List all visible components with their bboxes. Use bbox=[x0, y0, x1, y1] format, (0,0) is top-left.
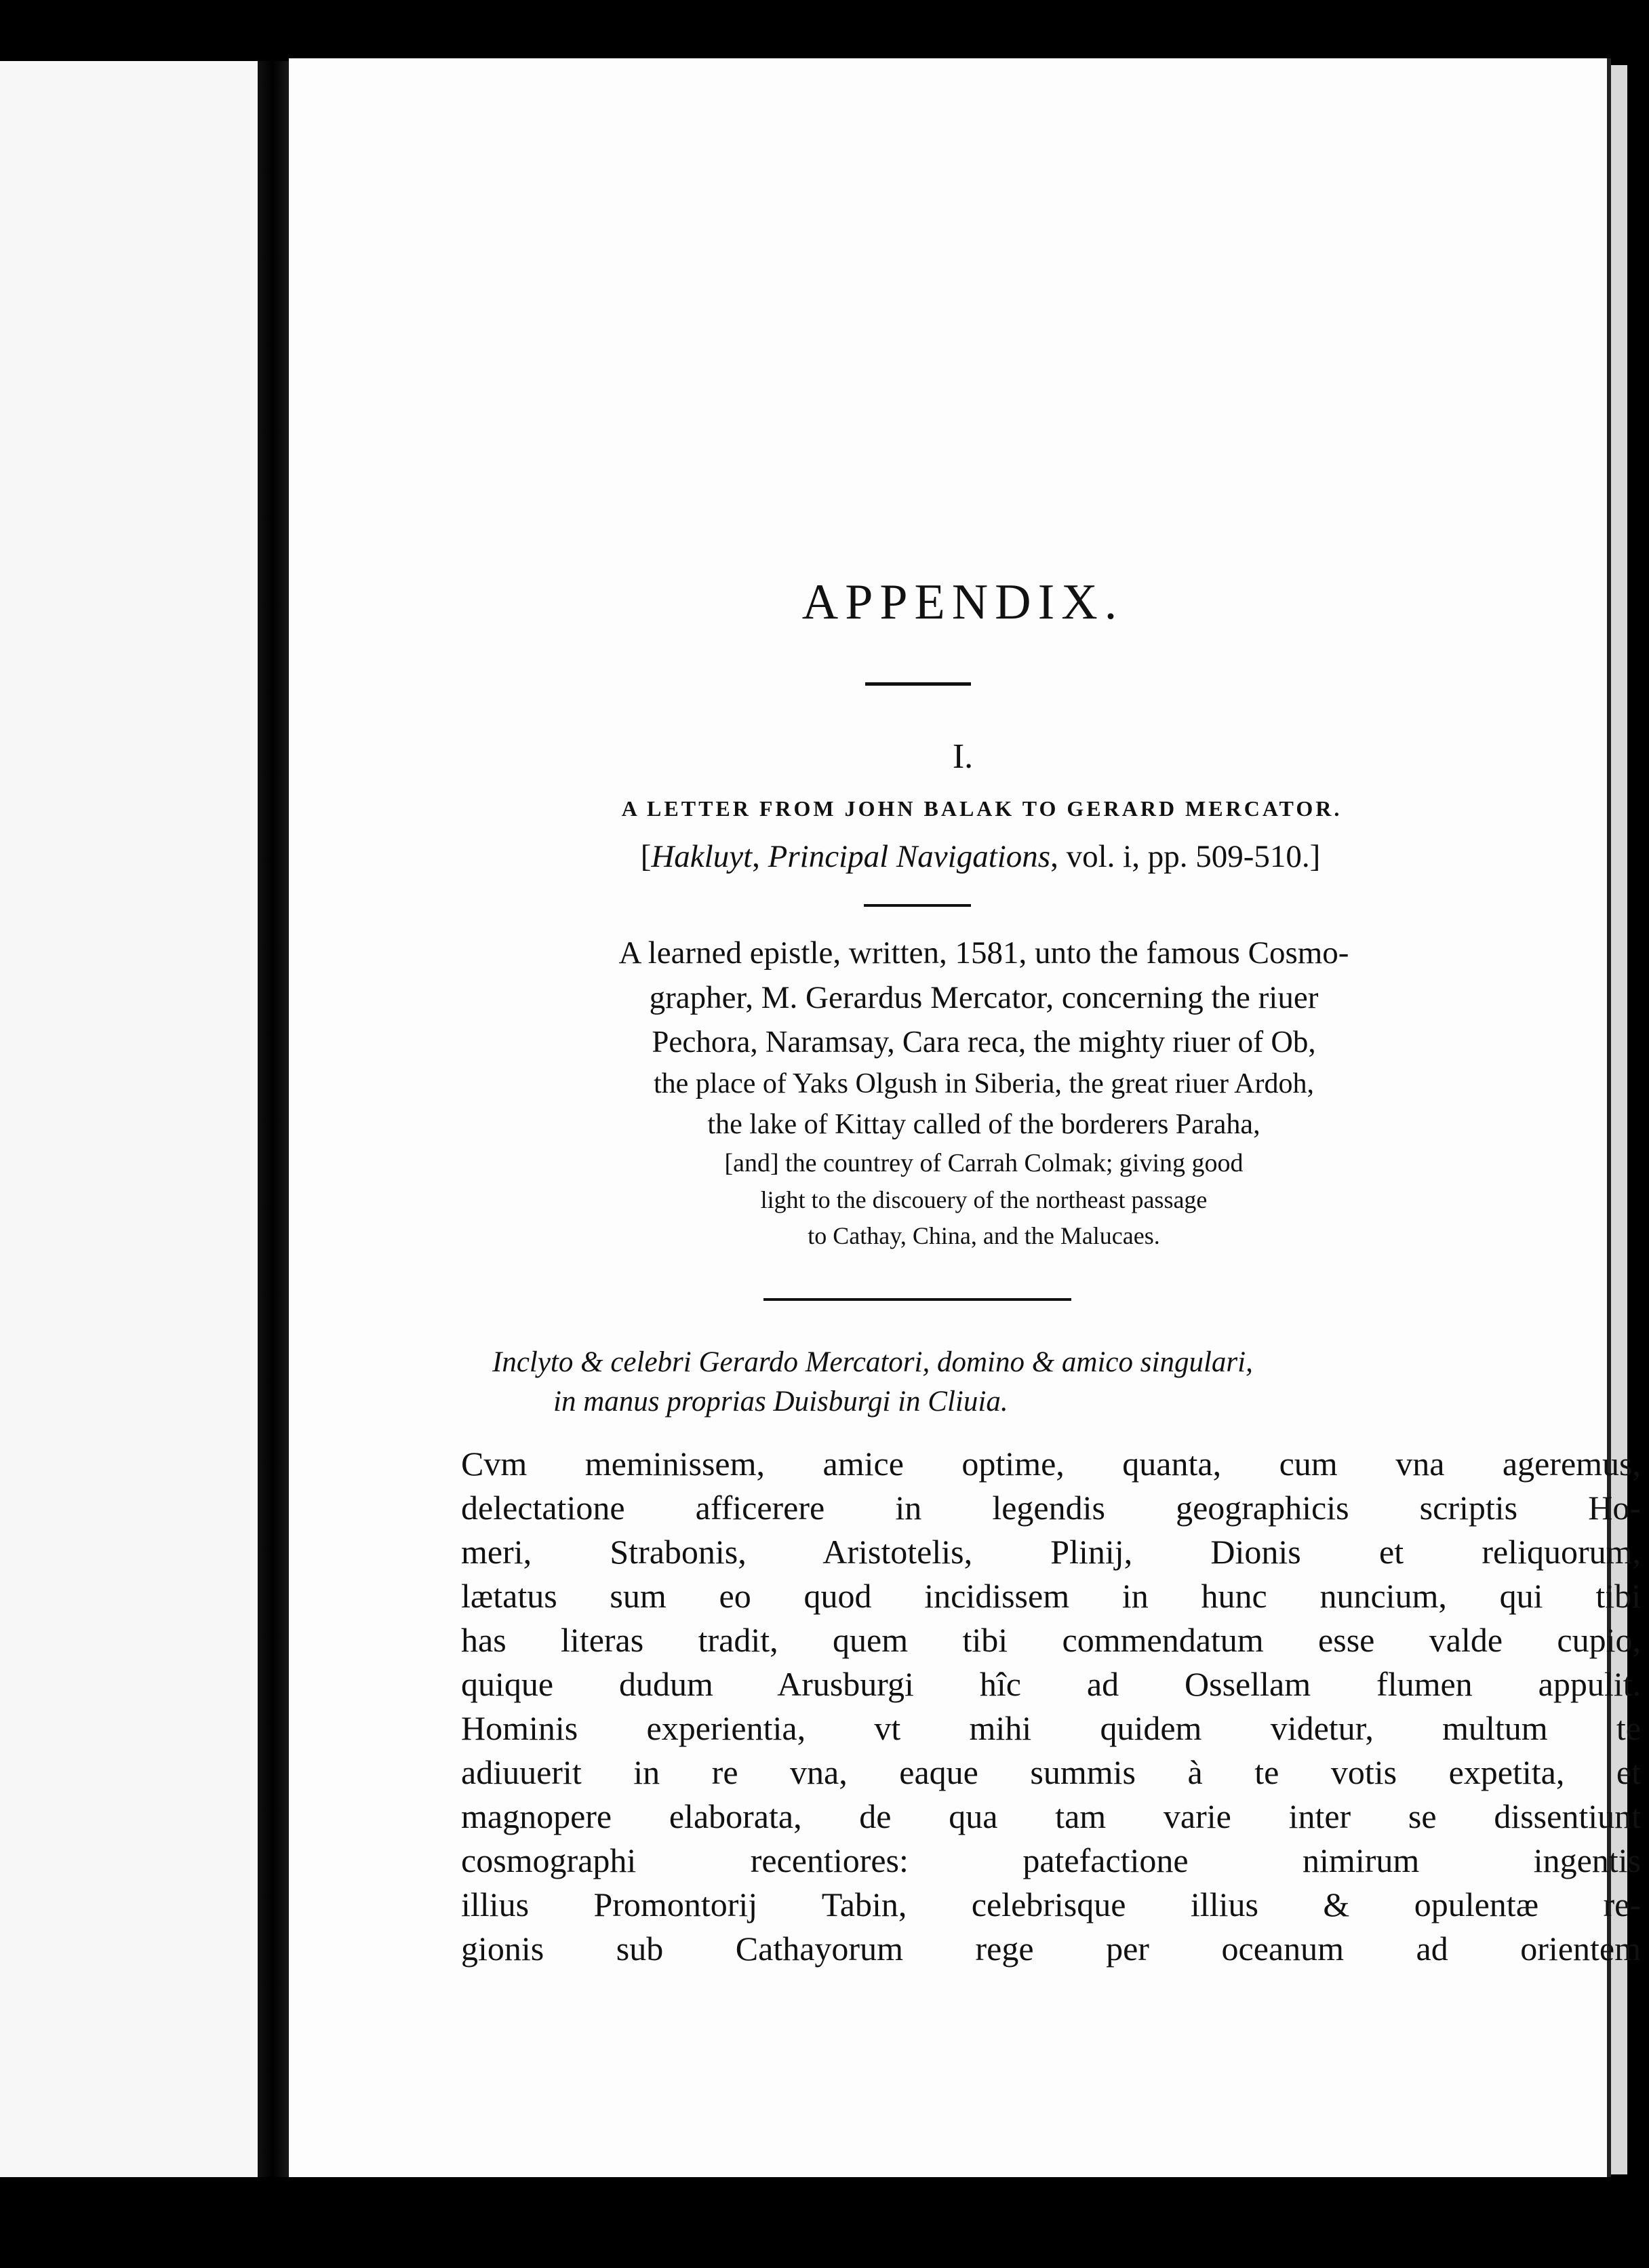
page-content bbox=[289, 58, 1641, 2177]
epistle-rule bbox=[763, 1298, 1071, 1301]
source-open-bracket: [ bbox=[640, 839, 652, 874]
address-line: Inclyto & celebri Gerardo Mercatori, domino & amico singulari, bbox=[492, 1346, 1253, 1378]
body-line: delectatione afficerere in legendis geographicis scriptis Ho- bbox=[461, 1489, 1641, 1527]
epistle-line: A learned epistle, written, 1581, unto the famous Cosmo- bbox=[618, 935, 1349, 971]
source-separator: , bbox=[752, 839, 768, 874]
title-rule bbox=[865, 682, 971, 686]
body-line: cosmographi recentiores: patefactione nimirum ingentis bbox=[461, 1841, 1641, 1879]
letter-address bbox=[492, 1343, 1550, 1422]
body-line: Cvm meminissem, amice optime, quanta, cum vna ageremus, bbox=[461, 1445, 1641, 1483]
body-line: adiuuerit in re vna, eaque summis à te votis expetita, et bbox=[461, 1753, 1641, 1791]
page-title: APPENDIX. bbox=[801, 574, 1124, 630]
epistle-line: the place of Yaks Olgush in Siberia, the great riuer Ardoh, bbox=[654, 1068, 1314, 1099]
body-line: meri, Strabonis, Aristotelis, Plinij, Dionis et reliquorum, bbox=[461, 1533, 1641, 1571]
address-line: in manus proprias Duisburgi in Cliuia. bbox=[553, 1386, 1008, 1418]
epistle-line: light to the discouery of the northeast passage bbox=[760, 1186, 1208, 1213]
source-citation bbox=[321, 838, 1640, 875]
body-line: quique dudum Arusburgi hîc ad Ossellam flumen appulit. bbox=[461, 1665, 1641, 1703]
citation-rule bbox=[864, 904, 971, 907]
letter-title: A LETTER FROM JOHN BALAK TO GERARD MERCATOR. bbox=[621, 796, 1343, 821]
epistle-line: to Cathay, China, and the Malucaes. bbox=[808, 1222, 1160, 1249]
epistle-line: Pechora, Naramsay, Cara reca, the mighty riuer of Ob, bbox=[652, 1025, 1316, 1059]
epistle-line: the lake of Kittay called of the borderers Paraha, bbox=[707, 1109, 1260, 1140]
source-author: Hakluyt bbox=[651, 839, 753, 874]
source-work: Principal Navigations bbox=[768, 839, 1051, 874]
body-line: magnopere elaborata, de qua tam varie inter se dissentiunt bbox=[461, 1797, 1641, 1835]
body-line: lætatus sum eo quod incidissem in hunc nuncium, qui tibi bbox=[461, 1577, 1641, 1615]
epistle-line: [and] the countrey of Carrah Colmak; giving good bbox=[724, 1149, 1244, 1177]
source-volume: , vol. i, pp. 509-510.] bbox=[1050, 839, 1321, 874]
body-line: gionis sub Cathayorum rege per oceanum ad orientem bbox=[461, 1930, 1641, 1968]
book-gutter bbox=[258, 61, 289, 2177]
body-line: illius Promontorij Tabin, celebrisque illius & opulentæ re- bbox=[461, 1885, 1641, 1923]
facing-page-left bbox=[0, 61, 258, 2177]
epistle-description bbox=[424, 937, 1543, 1248]
body-line: Hominis experientia, vt mihi quidem videtur, multum te bbox=[461, 1709, 1641, 1747]
section-number: I. bbox=[952, 737, 974, 776]
letter-body bbox=[461, 1442, 1641, 1971]
epistle-line: grapher, M. Gerardus Mercator, concerning the riuer bbox=[649, 980, 1319, 1015]
body-line: has literas tradit, quem tibi commendatum esse valde cupio, bbox=[461, 1621, 1641, 1659]
book-page bbox=[289, 58, 1641, 2177]
